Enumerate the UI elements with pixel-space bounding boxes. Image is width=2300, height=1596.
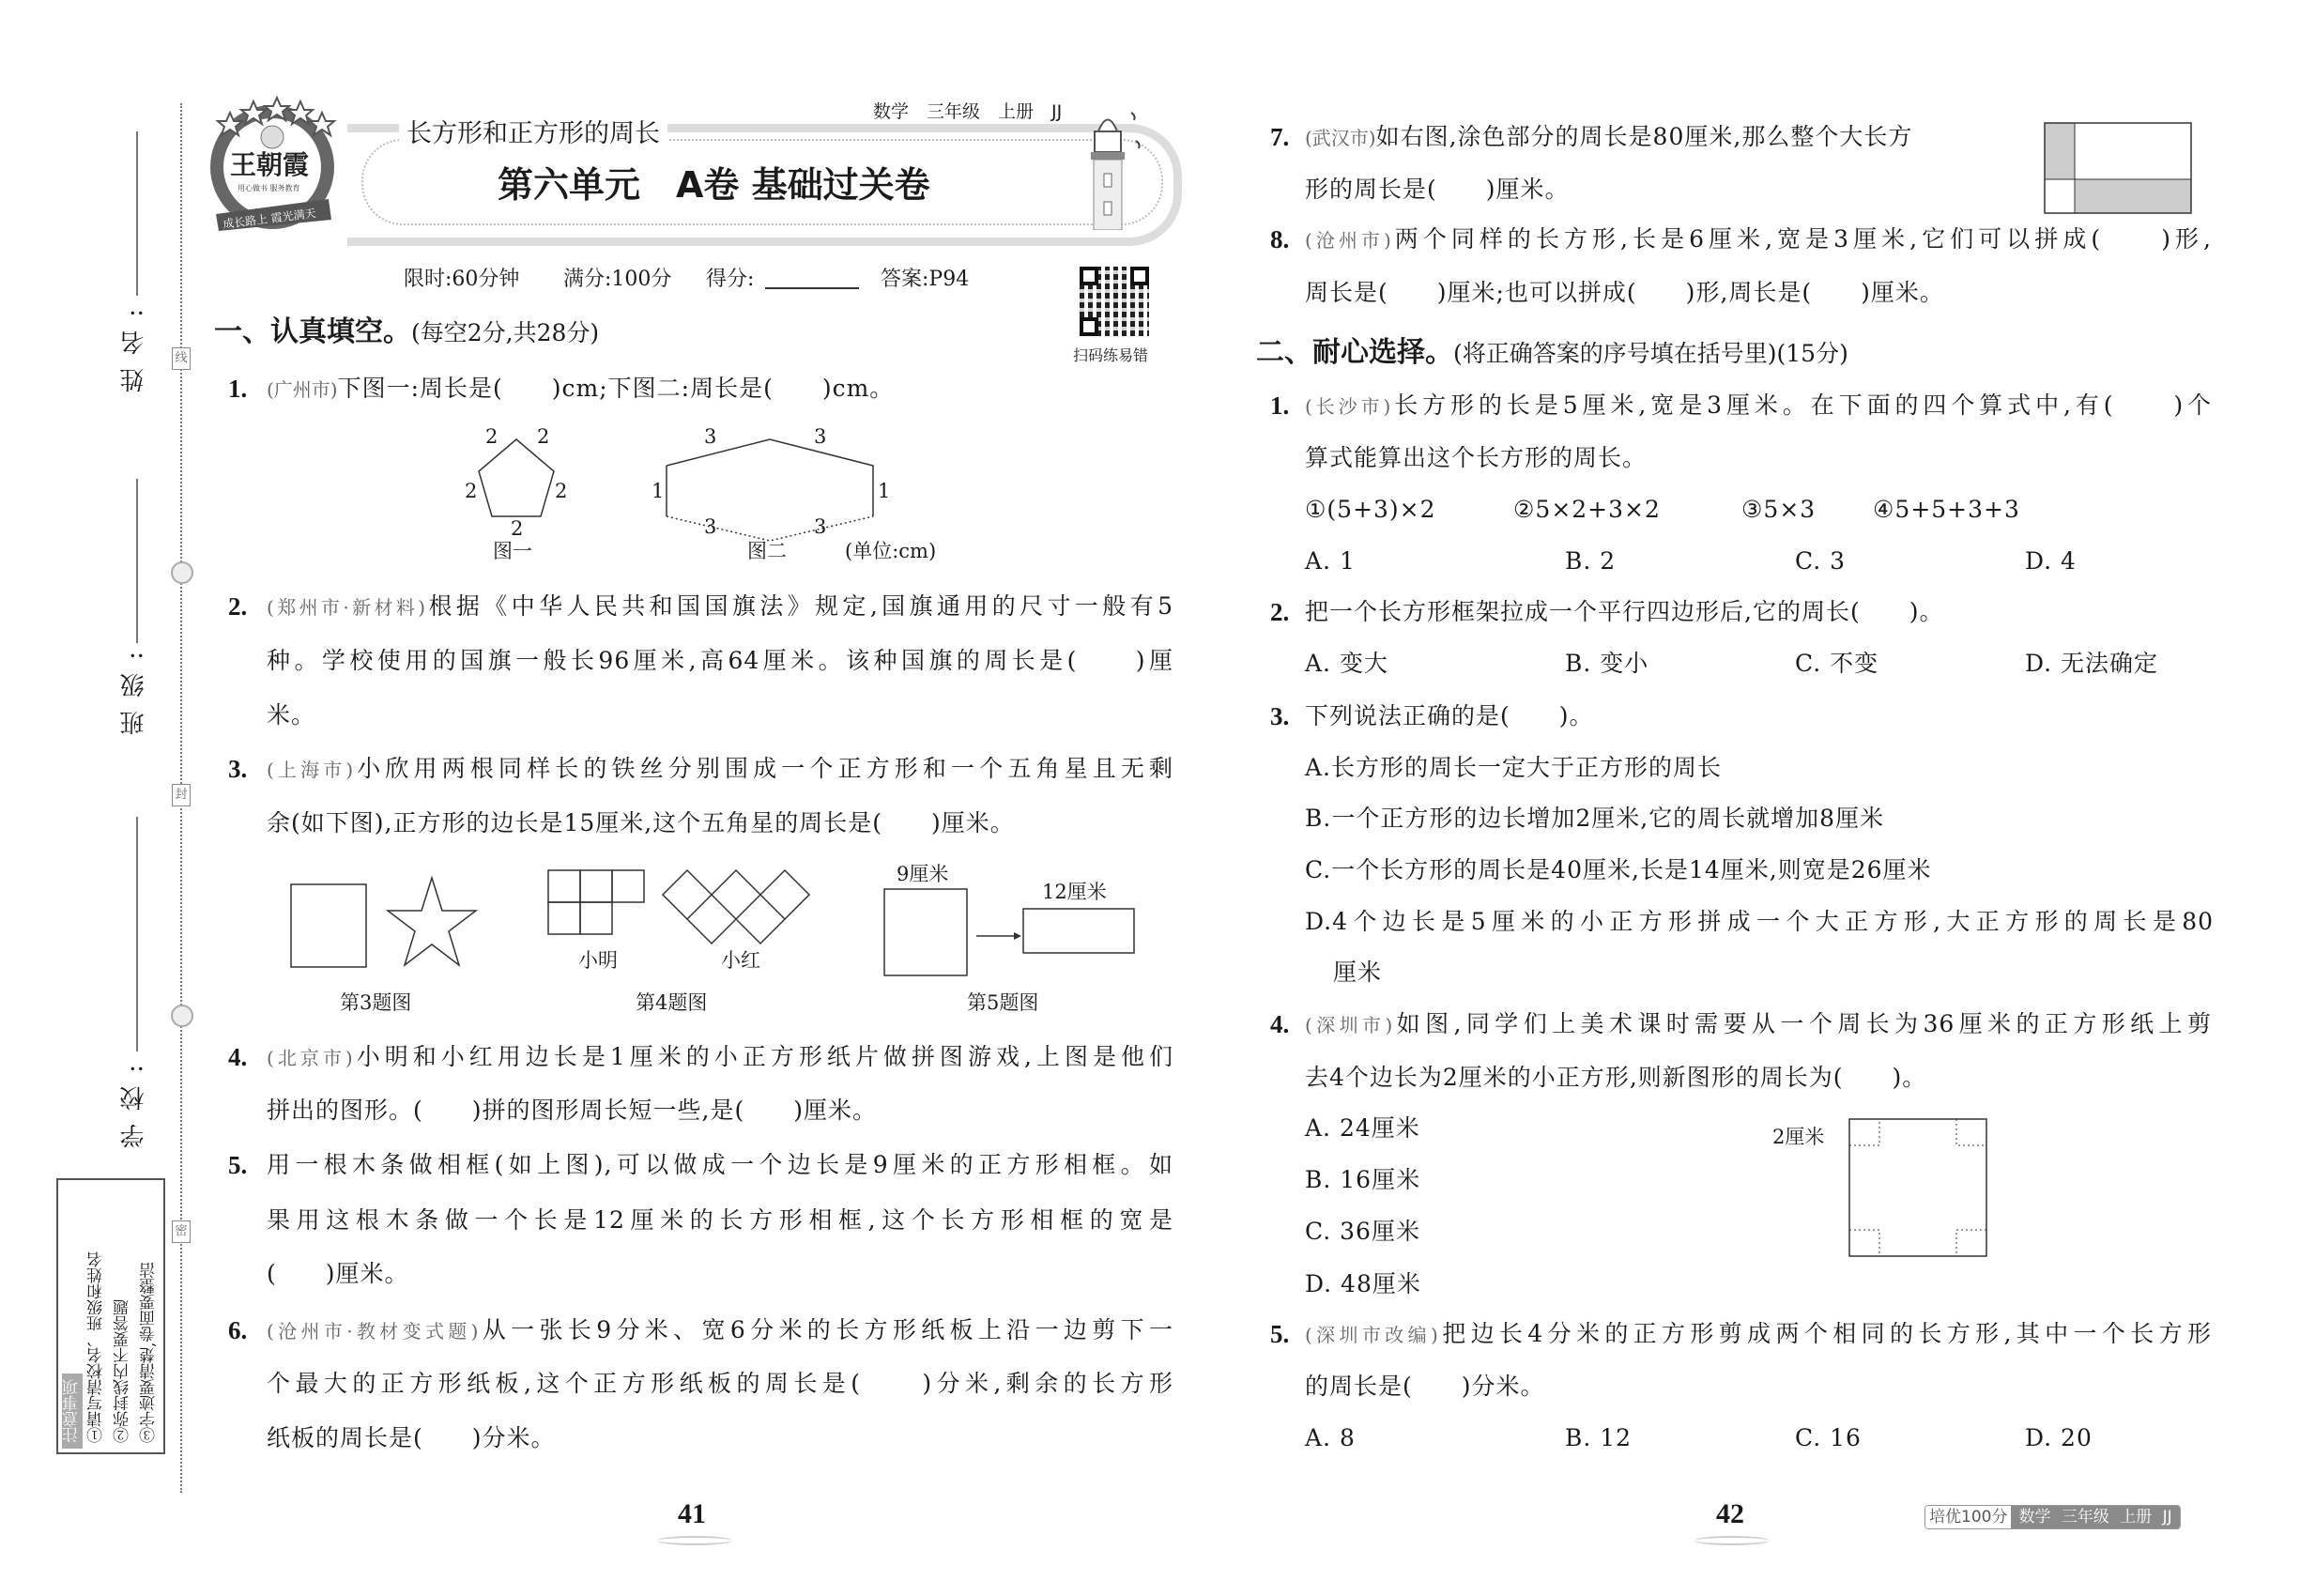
- xiaoming-label: 小明: [578, 949, 618, 972]
- question-text: 去4个边长为2厘米的小正方形,则新图形的周长为( )。: [1305, 1064, 1927, 1091]
- question-source: (沧州市): [1305, 229, 1391, 252]
- option-b[interactable]: B. 2: [1565, 547, 1617, 575]
- question-source: (沧州市·教材变式题): [267, 1320, 479, 1343]
- question-number: 8.: [1270, 225, 1290, 253]
- question-text: 米。: [267, 701, 316, 729]
- figure-caption: 图二: [747, 540, 787, 562]
- question-number: 7.: [1270, 123, 1290, 151]
- option-a[interactable]: A. 变大: [1305, 650, 1388, 677]
- option-a[interactable]: A. 24厘米: [1305, 1114, 1420, 1142]
- question-text: 算式能算出这个长方形的周长。: [1305, 444, 1648, 471]
- logo-brand-text: 王朝霞: [230, 149, 310, 180]
- side-12cm-label: 12厘米: [1042, 881, 1107, 903]
- option-b[interactable]: B.一个正方形的边长增加2厘米,它的周长就增加8厘米: [1305, 805, 1885, 832]
- option-c[interactable]: C. 16: [1795, 1424, 1862, 1451]
- option-d[interactable]: D.4个边长是5厘米的小正方形拼成一个大正方形,大正方形的周长是80: [1305, 908, 2214, 935]
- full-score: 满分:100分: [563, 268, 672, 291]
- question-text: 把边长4分米的正方形剪成两个相同的长方形,其中一个长方形: [1437, 1320, 2213, 1347]
- figure-caption: 图一: [493, 540, 532, 562]
- option-d[interactable]: D. 4: [2025, 547, 2077, 575]
- side-label: 2: [485, 425, 498, 448]
- option-b[interactable]: B. 变小: [1565, 650, 1649, 677]
- question-text: 根据《中华人民共和国国旗法》规定,国旗通用的尺寸一般有5: [425, 592, 1174, 620]
- formula: ②5×2+3×2: [1513, 496, 1661, 523]
- question-text: 下列说法正确的是( )。: [1305, 702, 1594, 729]
- figure-q4-square: [1842, 1117, 1992, 1266]
- question-line: [267, 754, 1173, 785]
- lighthouse-icon: [1080, 103, 1145, 234]
- question-number: 4.: [1270, 1010, 1290, 1038]
- figure-q7: [2044, 122, 2194, 220]
- notice-item: ②弥封线内不要答题: [114, 1299, 132, 1443]
- time-limit: 限时:60分钟: [404, 268, 520, 291]
- formula: ④5+5+3+3: [1873, 496, 2020, 523]
- page-number: 41: [678, 1498, 706, 1529]
- header-subject-tags: 数学 三年级 上册 JJ: [873, 101, 1063, 122]
- question-text: 小欣用两根同样长的铁丝分别围成一个正方形和一个五角星且无剩: [353, 755, 1173, 782]
- figure-hexagon: [648, 425, 892, 548]
- side-label: 2: [465, 480, 478, 502]
- question-number: 5.: [228, 1151, 248, 1179]
- question-line: [1305, 122, 1912, 153]
- notice-title: 注意事项: [62, 1373, 83, 1449]
- question-number: 1.: [1270, 391, 1290, 420]
- page-wave-icon: [657, 1536, 732, 1545]
- question-number: 5.: [1270, 1320, 1290, 1348]
- question-number: 6.: [228, 1316, 248, 1344]
- option-c[interactable]: C. 36厘米: [1305, 1218, 1420, 1245]
- question-text: 周长是( )厘米;也可以拼成( )形,周长是( )厘米。: [1305, 279, 1944, 306]
- qr-caption: 扫码练易错: [1073, 346, 1149, 364]
- question-text: 个最大的正方形纸板,这个正方形纸板的周长是( )分米,剩余的长方形: [267, 1370, 1173, 1397]
- notice-item: ③字迹要清楚,卷面要整洁: [140, 1262, 159, 1443]
- option-c[interactable]: C. 3: [1795, 547, 1847, 575]
- figure-q4: [546, 868, 819, 949]
- figure-label: 2厘米: [1772, 1126, 1825, 1148]
- name-underline: [136, 131, 138, 296]
- page-number: 42: [1716, 1498, 1744, 1529]
- question-line: [267, 374, 894, 405]
- question-text: 种。学校使用的国旗一般长96厘米,高64厘米。该种国旗的周长是( )厘: [267, 647, 1173, 674]
- section-note: (每空2分,共28分): [411, 319, 600, 346]
- side-label: 1: [878, 480, 891, 502]
- question-line: [267, 1315, 1173, 1346]
- question-text: 把一个长方形框架拉成一个平行四边形后,它的周长( )。: [1305, 598, 1944, 625]
- side-label: 3: [814, 515, 827, 538]
- option-a[interactable]: A.长方形的周长一定大于正方形的周长: [1305, 754, 1723, 781]
- question-text: 用一根木条做相框(如上图),可以做成一个边长是9厘米的正方形相框。如: [267, 1151, 1173, 1178]
- question-number: 1.: [228, 375, 248, 403]
- question-line: [1305, 391, 2212, 422]
- question-line: [267, 1042, 1173, 1073]
- side-label: 2: [555, 480, 568, 502]
- name-label: 姓名:: [120, 296, 148, 392]
- question-source: (武汉市): [1305, 127, 1376, 149]
- question-number: 2.: [1270, 598, 1290, 626]
- question-text: 两个同样的长方形,长是6厘米,宽是3厘米,它们可以拼成( )形,: [1390, 225, 2213, 253]
- question-source: (长沙市): [1305, 395, 1391, 418]
- side-9cm-label: 9厘米: [897, 863, 949, 885]
- logo-slogan: 用心做书 服务教育: [238, 184, 300, 192]
- question-source: (深圳市): [1305, 1014, 1393, 1036]
- score-input[interactable]: [765, 287, 859, 289]
- question-text: 从一张长9分米、宽6分米的长方形纸板上沿一边剪下一: [478, 1316, 1173, 1343]
- question-source: (北京市): [267, 1047, 353, 1069]
- question-line: [1305, 1319, 2212, 1350]
- class-underline: [136, 479, 138, 643]
- footer-badge: [1924, 1505, 2181, 1529]
- option-d[interactable]: D. 48厘米: [1305, 1270, 1421, 1297]
- option-d[interactable]: D. 无法确定: [2025, 650, 2159, 677]
- question-text: 如图,同学们上美术课时需要从一个周长为36厘米的正方形纸上剪: [1392, 1010, 2212, 1037]
- question-line: [1305, 224, 2212, 255]
- option-b[interactable]: B. 16厘米: [1305, 1166, 1421, 1193]
- figure-pentagon: [460, 422, 573, 540]
- cut-mark: 线: [172, 347, 191, 370]
- option-d-continued: 厘米: [1333, 959, 1383, 986]
- option-b[interactable]: B. 12: [1565, 1424, 1633, 1451]
- notice-item: ①请写清校名、班级和姓名: [87, 1251, 106, 1443]
- question-text: 的周长是( )分米。: [1305, 1373, 1545, 1400]
- question-number: 3.: [1270, 702, 1290, 730]
- question-number: 3.: [228, 755, 248, 783]
- side-label: 3: [704, 515, 717, 538]
- side-label: 2: [537, 425, 550, 448]
- cut-mark: 密: [172, 1220, 191, 1243]
- question-text: 如右图,涂色部分的周长是80厘米,那么整个大长方: [1375, 123, 1913, 150]
- question-text: 纸板的周长是( )分米。: [267, 1424, 556, 1451]
- binding-hole-icon: [171, 561, 193, 584]
- footer-tags: 数学 三年级 上册 JJ: [2011, 1506, 2179, 1528]
- school-underline: [136, 817, 138, 1051]
- section-title: 一、认真填空。: [214, 315, 411, 348]
- question-source: (上海市): [267, 759, 354, 781]
- question-number: 4.: [228, 1043, 248, 1071]
- qr-code[interactable]: [1080, 267, 1149, 336]
- question-source: (广州市): [267, 378, 338, 401]
- side-label: 2: [511, 517, 524, 540]
- option-c[interactable]: C. 不变: [1795, 650, 1879, 677]
- notice-box: [56, 1178, 165, 1454]
- unit-note: (单位:cm): [845, 540, 937, 562]
- option-a[interactable]: A. 8: [1305, 1424, 1356, 1451]
- xiaohong-label: 小红: [721, 949, 760, 972]
- figure-q3: [286, 873, 483, 999]
- question-text: 拼出的图形。( )拼的图形周长短一些,是( )厘米。: [267, 1097, 877, 1124]
- question-text: 小明和小红用边长是1厘米的小正方形纸片做拼图游戏,上图是他们: [352, 1043, 1173, 1070]
- question-text: 下图一:周长是( )cm;下图二:周长是( )cm。: [337, 375, 895, 402]
- figure-q5: [882, 887, 1145, 985]
- cut-mark: 封: [172, 784, 191, 806]
- section-heading: [214, 315, 599, 350]
- question-text: 形的周长是( )厘米。: [1305, 176, 1570, 203]
- school-label: 学校:: [120, 1051, 148, 1148]
- figure-caption: 第3题图: [340, 991, 412, 1014]
- question-text: 余(如下图),正方形的边长是15厘米,这个五角星的周长是( )厘米。: [267, 809, 1015, 836]
- question-text: ( )厘米。: [267, 1260, 409, 1287]
- side-label: 3: [704, 425, 717, 448]
- question-text: 长方形的长是5厘米,宽是3厘米。在下面的四个算式中,有( )个: [1390, 391, 2212, 419]
- option-c[interactable]: C.一个长方形的周长是40厘米,长是14厘米,则宽是26厘米: [1305, 856, 1932, 883]
- logo-ribbon: 成长路上 霞光满天: [222, 206, 317, 232]
- header-title: 第六单元 A卷 基础过关卷: [498, 164, 930, 206]
- section-heading: [1256, 336, 1848, 371]
- side-label: 1: [652, 480, 665, 502]
- page-wave-icon: [1694, 1536, 1770, 1545]
- question-text: 果用这根木条做一个长是12厘米的长方形相框,这个长方形相框的宽是: [267, 1206, 1173, 1234]
- footer-series: 培优100分: [1925, 1506, 2011, 1528]
- section-title: 二、耐心选择。: [1256, 336, 1453, 369]
- header-subtitle: 长方形和正方形的周长: [399, 113, 667, 149]
- question-number: 2.: [228, 592, 248, 621]
- section-note: (将正确答案的序号填在括号里)(15分): [1453, 340, 1848, 367]
- option-a[interactable]: A. 1: [1305, 547, 1356, 575]
- question-source: (深圳市改编): [1305, 1324, 1438, 1346]
- question-line: [1305, 1009, 2212, 1040]
- answer-page: 答案:P94: [881, 268, 970, 291]
- side-label: 3: [814, 425, 827, 448]
- binding-hole-icon: [171, 1005, 193, 1027]
- class-label: 班级:: [120, 638, 148, 735]
- option-d[interactable]: D. 20: [2025, 1424, 2093, 1451]
- question-source: (郑州市·新材料): [267, 596, 426, 619]
- question-line: [267, 591, 1173, 622]
- figure-caption: 第4题图: [636, 991, 708, 1014]
- figure-caption: 第5题图: [967, 991, 1039, 1014]
- score-label: 得分:: [706, 268, 755, 291]
- formula: ③5×3: [1741, 496, 1817, 523]
- formula: ①(5+3)×2: [1305, 496, 1436, 523]
- brand-logo: [202, 94, 343, 235]
